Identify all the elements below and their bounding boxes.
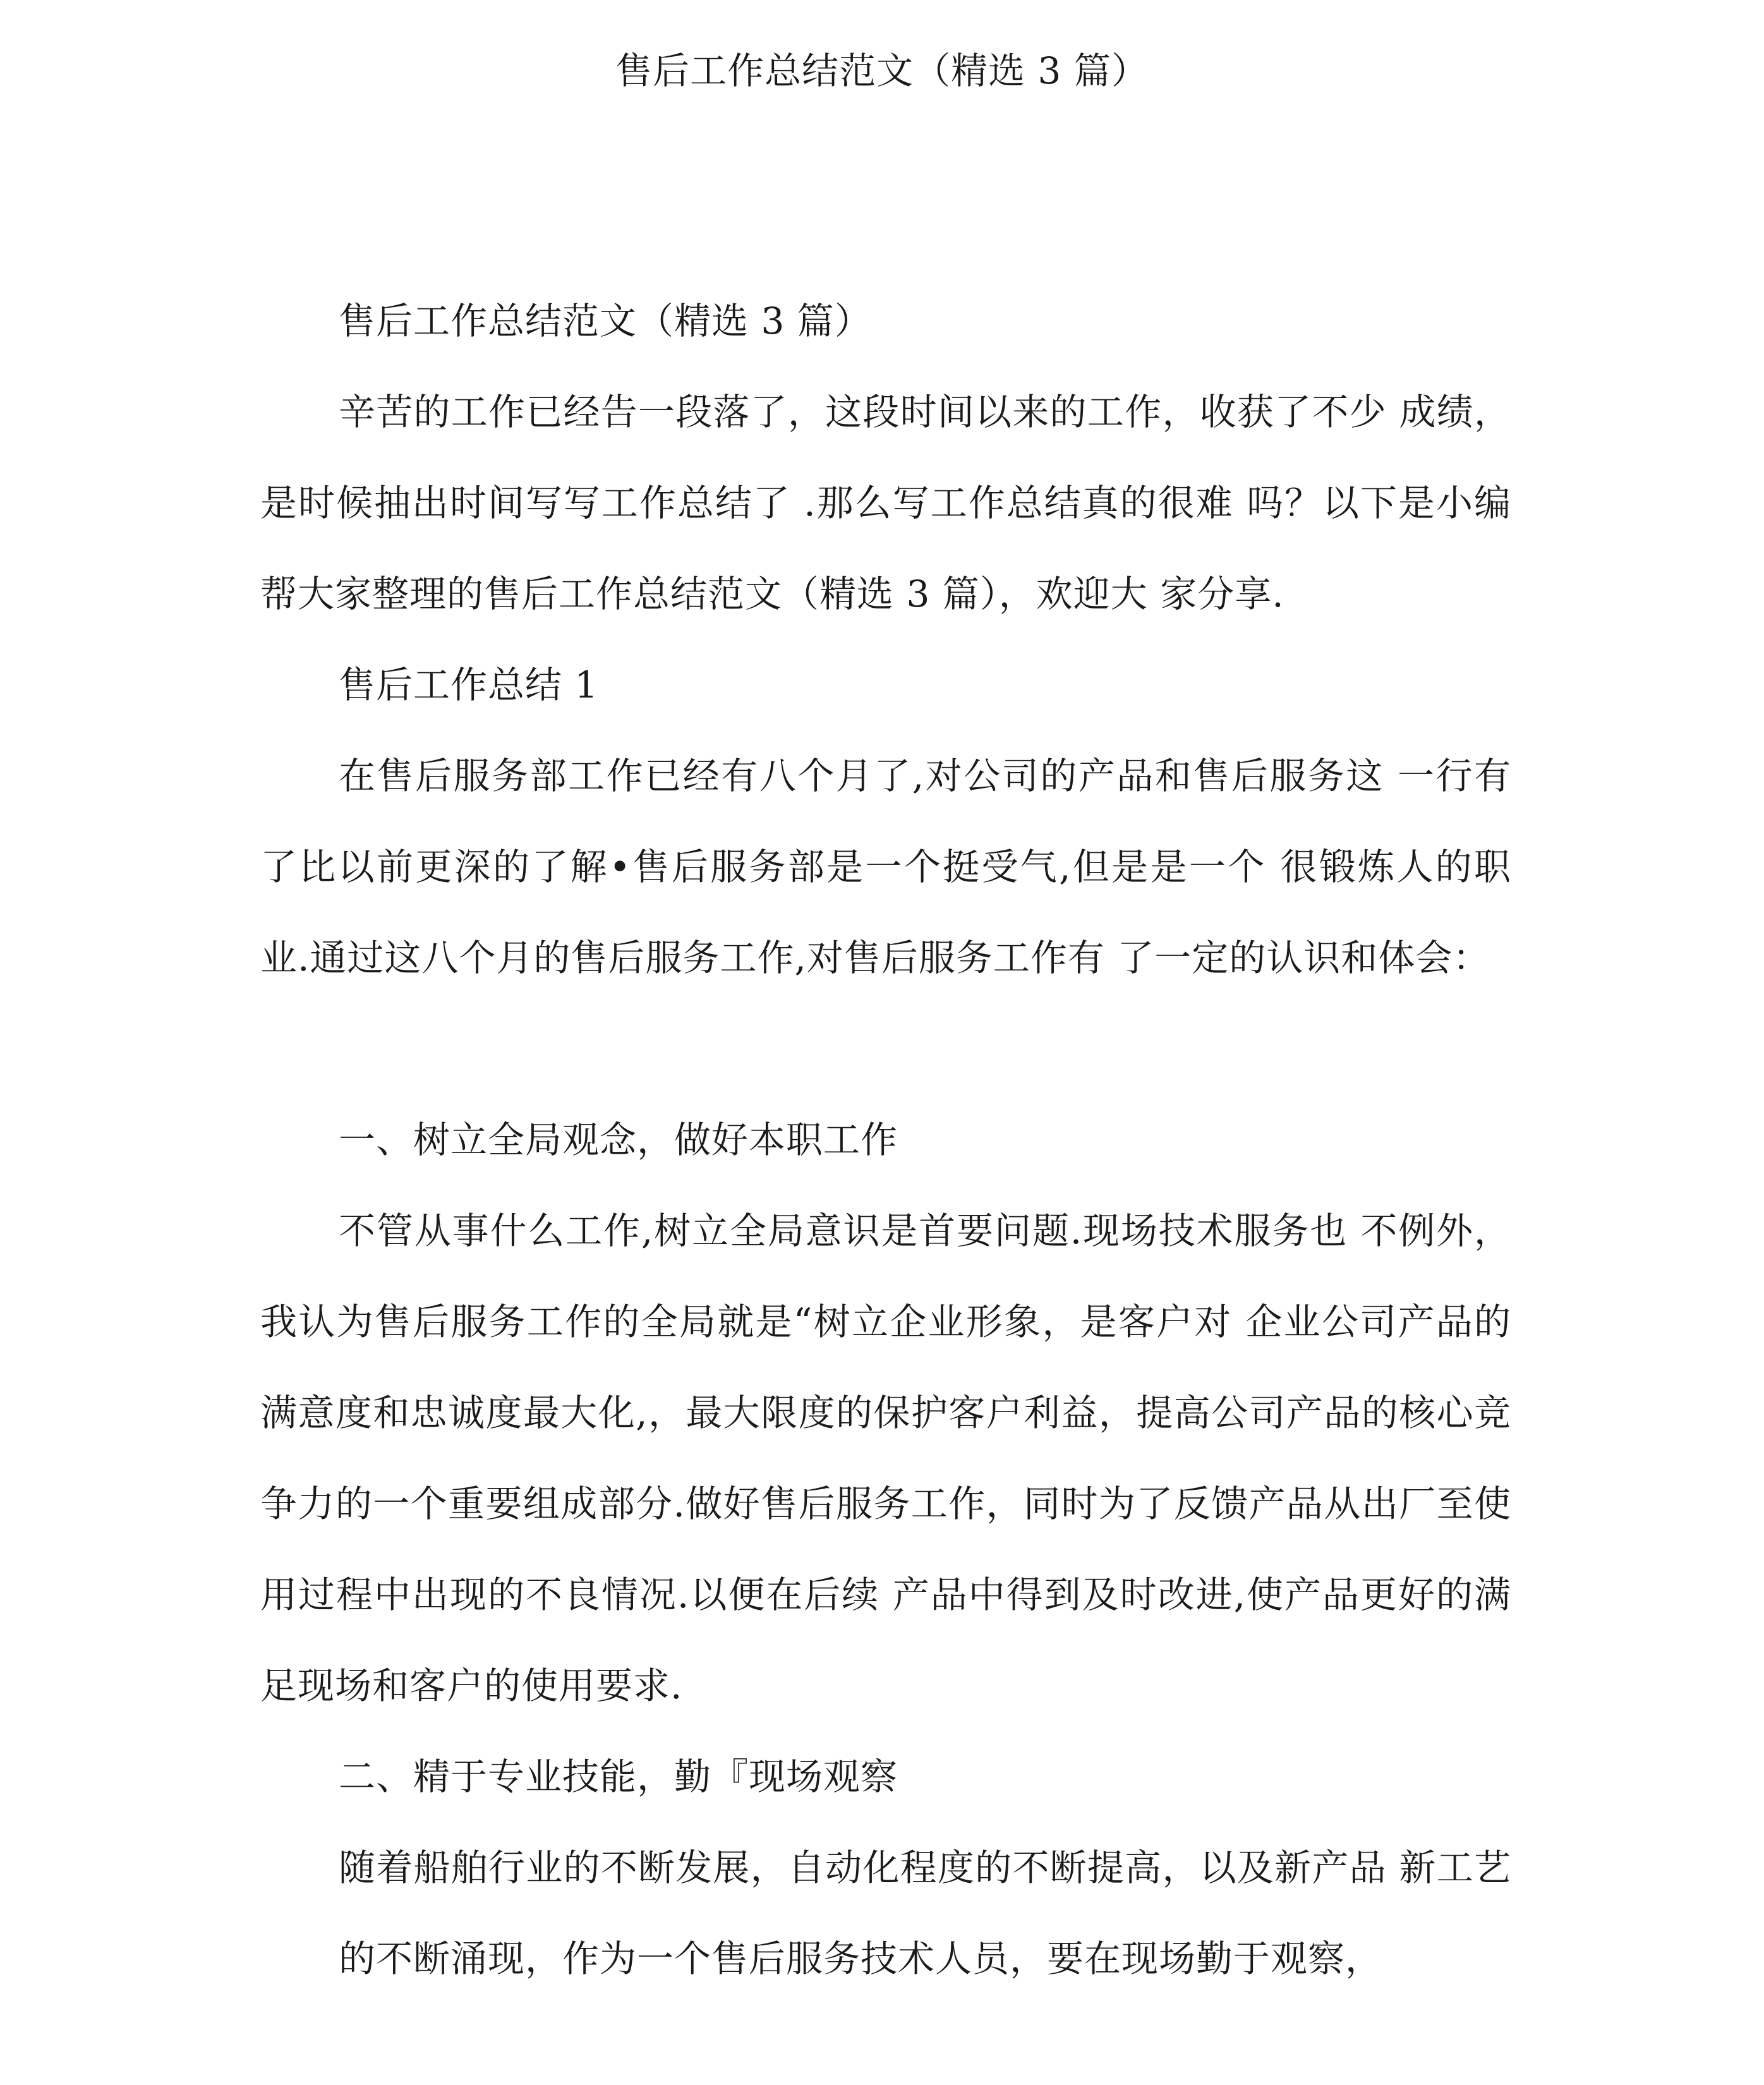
subheading-professional-skills: 二、精于专业技能，勤『现场观察 <box>339 1755 898 1798</box>
body-paragraph-global-view: 不管从事什么工作,树立全局意识是首要问题.现场技术服务也 不例外，我认为售后服务工作的全局就是“树立企业形象，是客户对 企业公司产品的满意度和忠诚度最大化,，最大限度的保护客户利益，提高公司产品的核心竞争力的一个重要组成部分.做好售后服务工作，同时为了反馈产品从出厂至使用过程中出现的不良情况.以便在后续 产品中得到及时改进,使产品更好的满足现场和客户的使用要求. <box>260 1209 1511 1707</box>
intro-paragraph: 辛苦的工作已经告一段落了，这段时间以来的工作，收获了不少 成绩，是时候抽出时间写写工作总结了 .那么写工作总结真的很难 吗？以下是小编帮大家整理的售后工作总结范文（精选 3 篇），欢迎大 家分享. <box>260 390 1512 615</box>
body-paragraph-experience: 在售后服务部工作已经有八个月了,对公司的产品和售后服务这 一行有了比以前更深的了解•售后服务部是一个挺受气,但是是一个 很锻炼人的职业.通过这八个月的售后服务工作,对售后服务工作有 了一定的认识和体会： <box>260 754 1511 979</box>
document-title-paragraph: 售后工作总结范文（精选 3 篇） <box>339 299 872 342</box>
page-header-title: 售后工作总结范文（精选 3 篇） <box>615 49 1149 92</box>
body-paragraph-professional-skills: 随着船舶行业的不断发展，自动化程度的不断提高，以及新产品 新工艺的不断涌现，作为一个售后服务技术人员，要在现场勤于观察， <box>339 1846 1511 1980</box>
subheading-global-view: 一、树立全局观念，做好本职工作 <box>339 1118 898 1161</box>
section-heading-summary-1: 售后工作总结 1 <box>339 663 599 706</box>
